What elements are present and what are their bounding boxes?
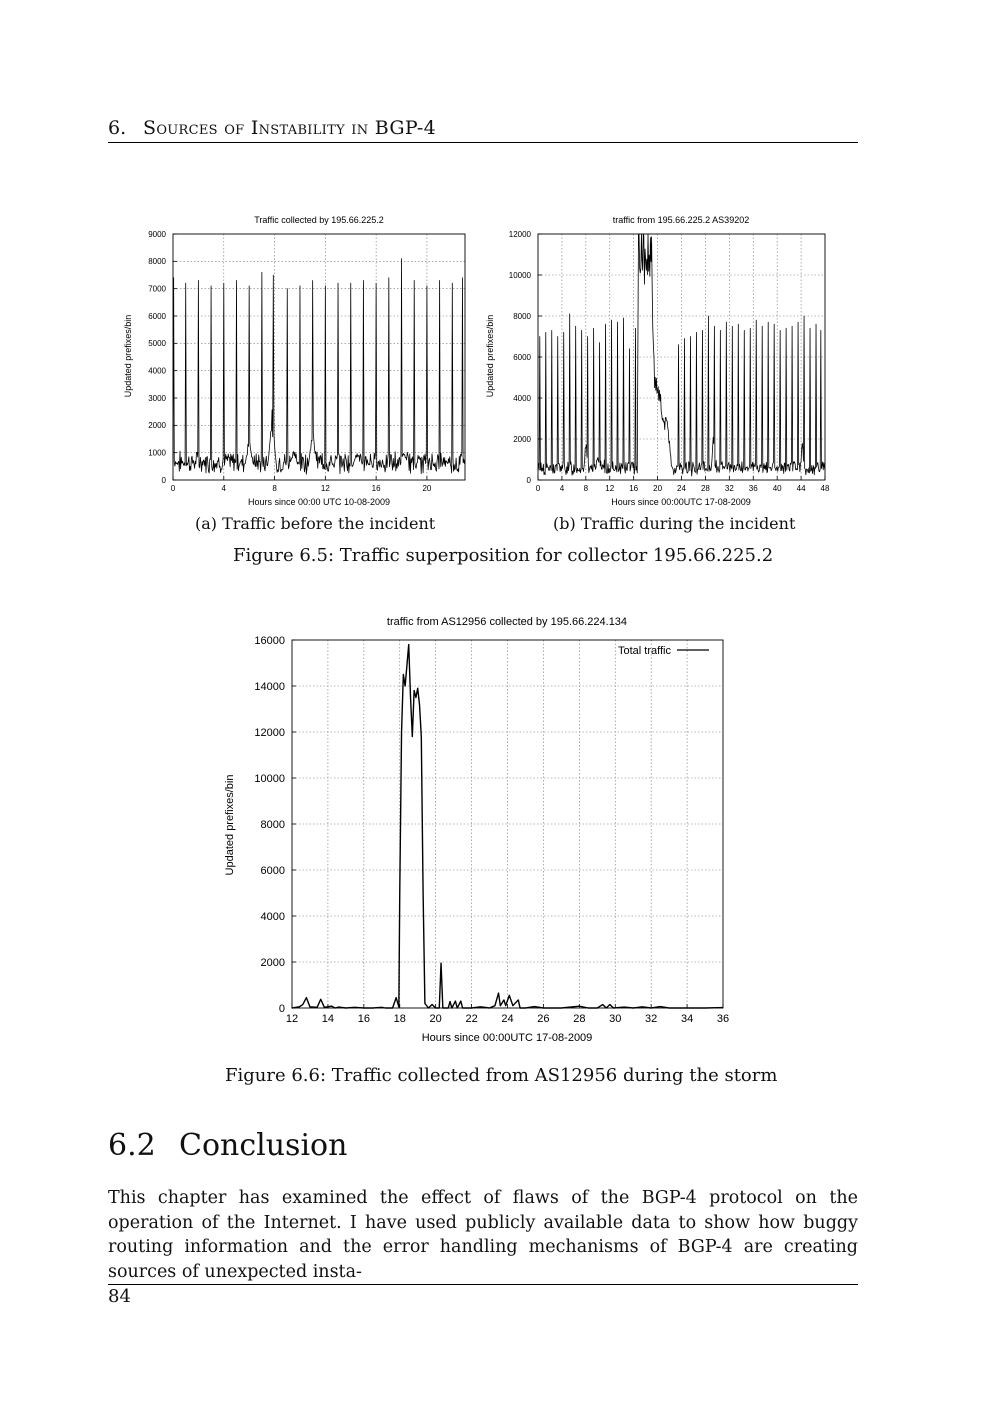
chart-xlabel: Hours since 00:00 UTC 10-08-2009 [247,497,391,507]
x-tick-label: 16 [371,484,381,493]
x-tick-label: 22 [465,1013,478,1025]
x-tick-label: 48 [820,484,830,493]
x-tick-label: 40 [772,484,782,493]
x-tick-label: 8 [272,484,277,493]
x-tick-label: 26 [537,1013,550,1025]
y-tick-label: 12000 [254,726,285,739]
chart-traffic-before-incident [118,208,478,513]
x-tick-label: 36 [716,1013,730,1025]
x-tick-label: 36 [748,484,758,493]
chart-title: Traffic collected by 195.66.225.2 [254,215,384,225]
x-tick-label: 0 [535,484,541,493]
x-tick-label: 14 [321,1013,335,1025]
y-tick-label: 4000 [513,393,531,403]
y-tick-label: 10000 [254,772,285,785]
x-tick-label: 20 [422,484,432,493]
x-tick-label: 4 [221,484,227,493]
x-tick-label: 20 [429,1013,442,1025]
plot-frame [173,234,465,480]
y-tick-label: 6000 [513,352,531,362]
y-tick-label: 0 [278,1002,285,1015]
y-tick-label: 6000 [260,864,285,877]
footer-rule [108,1284,858,1285]
y-tick-label: 10000 [508,270,531,280]
chart-title: traffic from 195.66.225.2 AS39202 [612,215,750,225]
y-tick-label: 0 [526,475,531,485]
section-title: Conclusion [179,1128,348,1163]
section-heading [108,1128,347,1163]
y-tick-label: 8000 [513,311,531,321]
x-tick-label: 24 [677,484,686,493]
y-tick-label: 8000 [260,818,285,831]
x-tick-label: 16 [629,484,639,493]
subfigure-b-caption: (b) Traffic during the incident [553,514,796,533]
chart-traffic-during-incident [480,208,830,513]
x-tick-label: 28 [700,484,710,493]
y-tick-label: 16000 [254,634,285,647]
x-tick-label: 32 [724,484,734,493]
x-tick-label: 28 [573,1013,586,1025]
x-tick-label: 34 [680,1013,694,1025]
subfigure-a-caption: (a) Traffic before the incident [195,514,436,533]
y-tick-label: 8000 [148,257,166,267]
section-number: 6.2 [108,1128,156,1163]
y-tick-label: 0 [161,475,166,485]
chart-xlabel: Hours since 00:00UTC 17-08-2009 [611,497,751,507]
y-tick-label: 6000 [148,311,166,321]
x-tick-label: 32 [645,1013,658,1025]
chart-title: traffic from AS12956 collected by 195.66.224.134 [386,616,628,628]
y-tick-label: 5000 [148,339,166,349]
figure-6-6-caption: Figure 6.6: Traffic collected from AS12956 during the storm [225,1065,778,1086]
x-tick-label: 16 [357,1013,370,1025]
x-tick-label: 0 [170,484,176,493]
chart-ylabel: Updated prefixes/bin [485,314,495,398]
y-tick-label: 14000 [254,680,285,693]
figure-6-5-caption: Figure 6.5: Traffic superposition for collector 195.66.225.2 [233,545,774,566]
x-tick-label: 24 [501,1013,514,1025]
x-tick-label: 18 [393,1013,406,1025]
header-chapter-title: Sources of Instability in BGP-4 [143,117,436,139]
x-tick-label: 20 [653,484,663,493]
y-tick-label: 3000 [148,393,166,403]
chart-as12956-traffic [215,610,745,1050]
chart-xlabel: Hours since 00:00UTC 17-08-2009 [421,1032,593,1044]
chart-ylabel: Updated prefixes/bin [224,774,236,876]
running-header [108,114,858,143]
y-tick-label: 2000 [260,956,285,969]
x-tick-label: 4 [559,484,565,493]
x-tick-label: 12 [320,484,330,493]
y-tick-label: 4000 [260,910,285,923]
y-tick-label: 2000 [148,421,166,431]
x-tick-label: 30 [609,1013,622,1025]
x-tick-label: 12 [285,1013,299,1025]
legend-label: Total traffic [618,645,671,657]
y-tick-label: 12000 [508,229,531,239]
body-paragraph: This chapter has examined the effect of flaws of the BGP-4 protocol on the operation of the Internet. I have used publicly available data to show how buggy routing information and the error handling mechanisms of BGP-4 are creating sources of unexpected insta- [108,1188,858,1282]
header-chapter-number: 6. [108,117,127,139]
y-tick-label: 7000 [148,284,166,294]
x-tick-label: 8 [583,484,589,493]
page-number: 84 [108,1286,131,1307]
y-tick-label: 4000 [148,366,166,376]
y-tick-label: 2000 [513,434,531,444]
y-tick-label: 9000 [148,229,166,239]
x-tick-label: 12 [605,484,615,493]
x-tick-label: 44 [796,484,806,493]
y-tick-label: 1000 [148,448,166,458]
series-line [173,259,465,475]
chart-ylabel: Updated prefixes/bin [123,314,133,398]
